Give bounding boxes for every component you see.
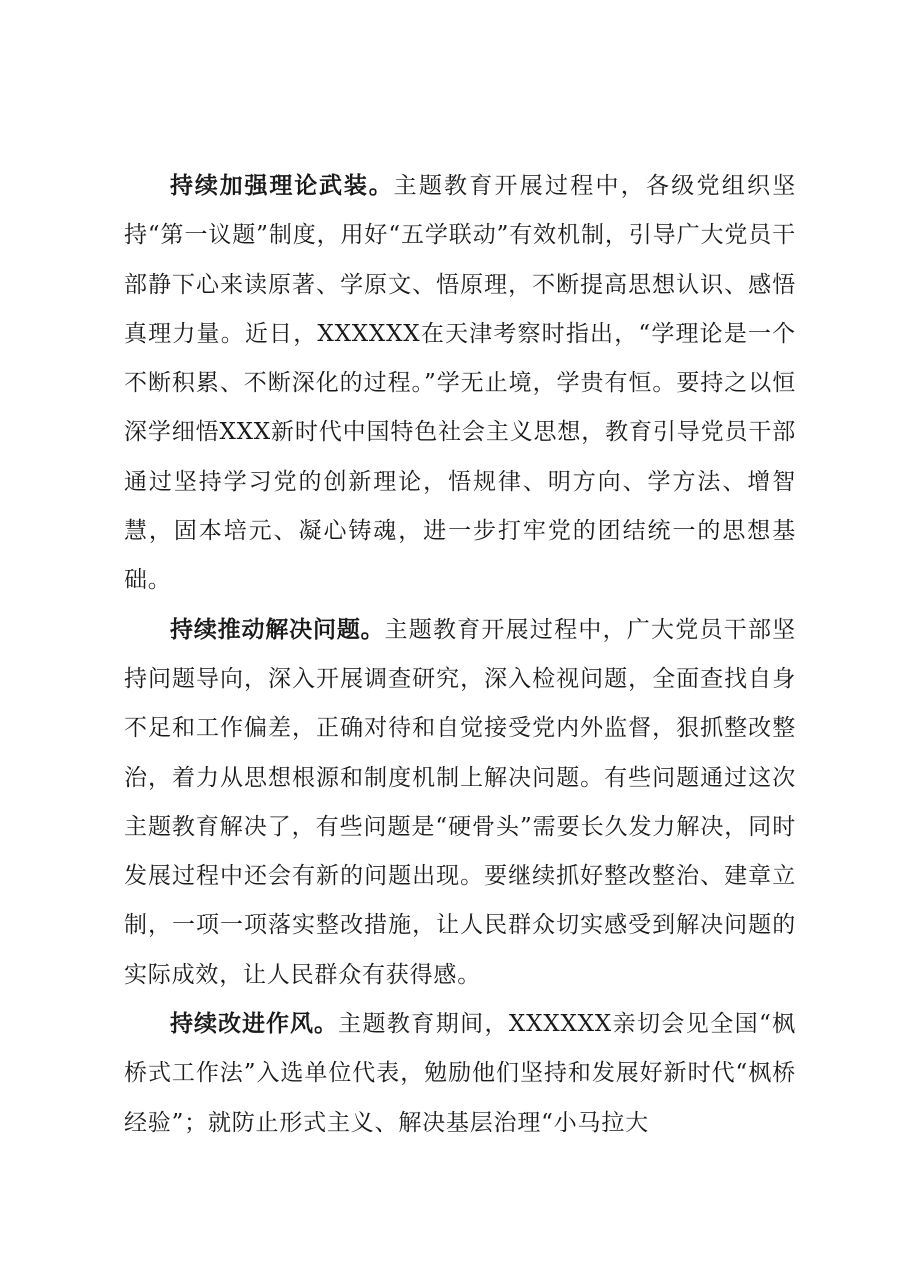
paragraph-text: 主题教育开展过程中，各级党组织坚持“第一议题”制度，用好“五学联动”有效机制，引导广大党员干部静下心来读原著、学原文、悟原理，不断提高思想认识、感悟真理力量。近日，XXXXXX在天津考察时指出，“学理论是一个不断积累、不断深化的过程。”学无止境，学贵有恒。要持之以恒深学细悟XXX新时代中国特色社会主义思想，教育引导党员干部通过坚持学习党的创新理论，悟规律、明方向、学方法、增智慧，固本培元、凝心铸魂，进一步打牢党的团结统一的思想基础。 xyxy=(124,173,796,594)
document-body xyxy=(124,162,796,1148)
paragraph-work-style xyxy=(124,1000,796,1148)
paragraph-text: 主题教育期间，XXXXXX亲切会见全国“枫桥式工作法”入选单位代表，勉励他们坚持和发展好新时代“枫桥经验”；就防止形式主义、解决基层治理“小马拉大 xyxy=(124,1011,796,1136)
paragraph-heading: 持续推动解决问题。 xyxy=(170,616,385,643)
paragraph-text: 主题教育开展过程中，广大党员干部坚持问题导向，深入开展调查研究，深入检视问题，全面查找自身不足和工作偏差，正确对待和自觉接受党内外监督，狠抓整改整治，着力从思想根源和制度机制上解决问题。有些问题通过这次主题教育解决了，有些问题是“硬骨头”需要长久发力解决，同时发展过程中还会有新的问题出现。要继续抓好整改整治、建章立制，一项一项落实整改措施，让人民群众切实感受到解决问题的实际成效，让人民群众有获得感。 xyxy=(124,616,796,988)
paragraph-problem-solving xyxy=(124,606,796,1000)
paragraph-heading: 持续改进作风。 xyxy=(170,1011,339,1038)
paragraph-heading: 持续加强理论武装。 xyxy=(170,173,394,199)
paragraph-theory-study xyxy=(124,162,796,606)
